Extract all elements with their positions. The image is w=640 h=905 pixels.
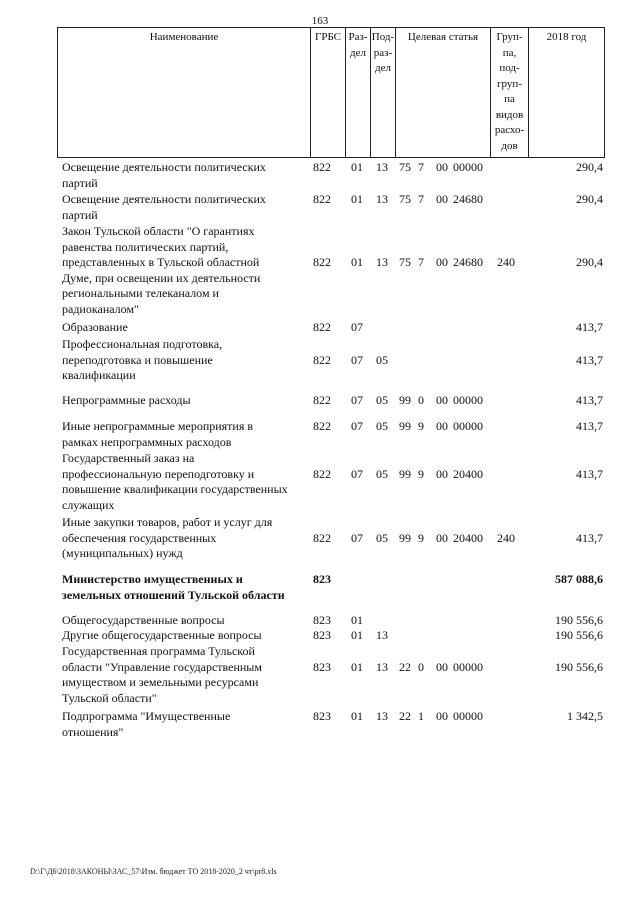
cell-target-subprogram: 7 — [418, 192, 424, 206]
row-name-line: переподготовка и повышение — [62, 352, 213, 367]
cell-amount: 190 556,6 — [555, 659, 603, 674]
cell-grbs: 823 — [313, 613, 331, 627]
row-name — [62, 192, 305, 223]
cell-grbs: 822 — [313, 160, 331, 174]
page-number: 163 — [311, 15, 329, 27]
cell-target-main: 00 — [436, 659, 448, 674]
row-name-line: отношения" — [62, 724, 124, 739]
cell-grbs: 822 — [313, 393, 331, 407]
row-name-line: радиоканалом" — [62, 301, 139, 316]
cell-razdel: 07 — [351, 320, 363, 334]
cell-grbs: 822 — [313, 192, 331, 206]
cell-amount: 290,4 — [576, 192, 603, 206]
header-year: 2018 год — [528, 27, 605, 158]
row-name — [62, 451, 305, 513]
cell-grbs: 823 — [313, 628, 331, 642]
row-name — [62, 628, 305, 644]
row-name-line: Государственная программа Тульской — [62, 644, 255, 658]
cell-podrazdel: 05 — [376, 419, 388, 433]
row-name-line: Иные непрограммные мероприятия в — [62, 419, 254, 433]
cell-target-program: 75 — [399, 192, 411, 206]
row-name-line: представленных в Тульской областной — [62, 255, 260, 269]
row-name — [62, 572, 305, 603]
cell-podrazdel: 05 — [376, 393, 388, 407]
cell-amount: 413,7 — [576, 320, 603, 334]
file-path-footer: D:\Г\Д6\2018\ЗАКОНЫ\ЗАС_57\Изм. бюджет ТО 2018-2020_2 чт\pr8.xls — [30, 867, 277, 876]
cell-razdel: 07 — [351, 466, 363, 481]
cell-target-main: 00 — [436, 255, 448, 269]
cell-target-direction: 20400 — [453, 530, 483, 545]
cell-razdel: 01 — [351, 613, 363, 627]
row-name-line: Другие общегосударственные вопросы — [62, 628, 262, 642]
row-name — [62, 419, 305, 450]
row-name-line: Профессиональная подготовка, — [62, 337, 223, 351]
cell-target-main: 00 — [436, 419, 448, 433]
row-name-line: партий — [62, 175, 98, 190]
row-name-line: Закон Тульской области "О гарантиях — [62, 224, 255, 238]
row-name — [62, 337, 305, 384]
cell-target-program: 22 — [399, 709, 411, 723]
cell-amount: 587 088,6 — [555, 572, 603, 586]
cell-grbs: 823 — [313, 572, 331, 586]
cell-razdel: 07 — [351, 393, 363, 407]
cell-target-subprogram: 9 — [418, 466, 424, 481]
row-name — [62, 160, 305, 191]
row-name-line: обеспечения государственных — [62, 530, 217, 545]
cell-grbs: 823 — [313, 709, 331, 723]
cell-target-main: 00 — [436, 466, 448, 481]
cell-target-program: 99 — [399, 530, 411, 545]
row-name-line: квалификации — [62, 368, 136, 382]
row-name-line: региональными телеканалом и — [62, 286, 219, 300]
cell-grbs: 822 — [313, 530, 331, 545]
cell-target-subprogram: 7 — [418, 255, 424, 269]
cell-target-program: 99 — [399, 419, 411, 433]
row-name-line: повышение квалификации государственных — [62, 482, 288, 496]
cell-target-subprogram: 1 — [418, 709, 424, 723]
row-name-line: Образование — [62, 320, 128, 334]
cell-grbs: 823 — [313, 659, 331, 674]
cell-target-subprogram: 9 — [418, 530, 424, 545]
row-name-line: рамках непрограммных расходов — [62, 434, 232, 449]
row-name-line: профессиональную переподготовку и — [62, 466, 255, 481]
cell-target-subprogram: 7 — [418, 160, 424, 174]
row-name-line: области "Управление государственным — [62, 659, 262, 674]
cell-target-direction: 00000 — [453, 393, 483, 407]
header-target-article: Целевая статья — [395, 27, 490, 158]
cell-target-subprogram: 9 — [418, 419, 424, 433]
cell-target-main: 00 — [436, 393, 448, 407]
cell-expense-group: 240 — [497, 530, 515, 545]
row-name — [62, 224, 305, 317]
cell-target-direction: 00000 — [453, 419, 483, 433]
cell-razdel: 01 — [351, 659, 363, 674]
cell-amount: 290,4 — [576, 255, 603, 269]
cell-target-main: 00 — [436, 192, 448, 206]
row-name-line: партий — [62, 207, 98, 222]
cell-target-main: 00 — [436, 709, 448, 723]
cell-podrazdel: 13 — [376, 628, 388, 642]
cell-podrazdel: 13 — [376, 160, 388, 174]
row-name-line: Непрограммные расходы — [62, 393, 191, 407]
cell-expense-group: 240 — [497, 255, 515, 269]
row-name — [62, 709, 305, 740]
cell-razdel: 07 — [351, 419, 363, 433]
cell-razdel: 01 — [351, 709, 363, 723]
row-name-line: Подпрограмма "Имущественные — [62, 709, 231, 723]
cell-amount: 190 556,6 — [555, 628, 603, 642]
row-name — [62, 644, 305, 706]
row-name-line: имуществом и земельными ресурсами — [62, 675, 259, 689]
cell-podrazdel: 13 — [376, 659, 388, 674]
cell-target-program: 99 — [399, 393, 411, 407]
cell-target-main: 00 — [436, 160, 448, 174]
row-name-line: служащих — [62, 497, 115, 512]
row-name-line: Иные закупки товаров, работ и услуг для — [62, 515, 273, 529]
cell-podrazdel: 13 — [376, 709, 388, 723]
cell-grbs: 822 — [313, 419, 331, 433]
cell-target-program: 22 — [399, 659, 411, 674]
row-name-line: земельных отношений Тульской области — [62, 587, 285, 602]
cell-amount: 290,4 — [576, 160, 603, 174]
cell-target-subprogram: 0 — [418, 393, 424, 407]
cell-target-direction: 24680 — [453, 192, 483, 206]
row-name-line: Государственный заказ на — [62, 451, 195, 465]
cell-grbs: 822 — [313, 320, 331, 334]
cell-target-direction: 20400 — [453, 466, 483, 481]
row-name — [62, 515, 305, 562]
row-name-line: (муниципальных) нужд — [62, 546, 183, 560]
cell-target-program: 75 — [399, 160, 411, 174]
row-name-line: Освещение деятельности политических — [62, 192, 266, 206]
cell-razdel: 01 — [351, 628, 363, 642]
header-name: Наименование — [57, 27, 310, 158]
header-razdel: Раз- дел — [345, 27, 370, 158]
cell-target-program: 99 — [399, 466, 411, 481]
row-name — [62, 393, 305, 409]
cell-razdel: 01 — [351, 192, 363, 206]
cell-amount: 413,7 — [576, 352, 603, 367]
cell-target-subprogram: 0 — [418, 659, 424, 674]
cell-grbs: 822 — [313, 255, 331, 269]
cell-podrazdel: 05 — [376, 466, 388, 481]
cell-target-program: 75 — [399, 255, 411, 269]
header-podrazdel: Под- раз- дел — [370, 27, 395, 158]
cell-amount: 413,7 — [576, 393, 603, 407]
cell-target-direction: 00000 — [453, 659, 483, 674]
cell-razdel: 01 — [351, 255, 363, 269]
cell-target-direction: 24680 — [453, 255, 483, 269]
cell-podrazdel: 05 — [376, 352, 388, 367]
cell-razdel: 07 — [351, 530, 363, 545]
header-grbs: ГРБС — [310, 27, 345, 158]
row-name-line: Тульской области" — [62, 690, 157, 705]
cell-razdel: 01 — [351, 160, 363, 174]
row-name-line: Общегосударственные вопросы — [62, 613, 225, 627]
cell-podrazdel: 13 — [376, 255, 388, 269]
row-name-line: равенства политических партий, — [62, 239, 229, 254]
cell-podrazdel: 05 — [376, 530, 388, 545]
row-name — [62, 613, 305, 629]
cell-podrazdel: 13 — [376, 192, 388, 206]
cell-grbs: 822 — [313, 466, 331, 481]
row-name-line: Министерство имущественных и — [62, 572, 243, 586]
cell-target-direction: 00000 — [453, 709, 483, 723]
cell-amount: 413,7 — [576, 530, 603, 545]
cell-amount: 413,7 — [576, 419, 603, 433]
row-name-line: Думе, при освещении их деятельности — [62, 270, 261, 285]
cell-target-direction: 00000 — [453, 160, 483, 174]
cell-razdel: 07 — [351, 352, 363, 367]
cell-amount: 1 342,5 — [567, 709, 603, 723]
cell-amount: 413,7 — [576, 466, 603, 481]
cell-grbs: 822 — [313, 352, 331, 367]
header-expense-group: Груп- па, под- груп- па видов расхо- дов — [490, 27, 528, 158]
cell-target-main: 00 — [436, 530, 448, 545]
row-name-line: Освещение деятельности политических — [62, 160, 266, 174]
cell-amount: 190 556,6 — [555, 613, 603, 627]
row-name — [62, 320, 305, 336]
